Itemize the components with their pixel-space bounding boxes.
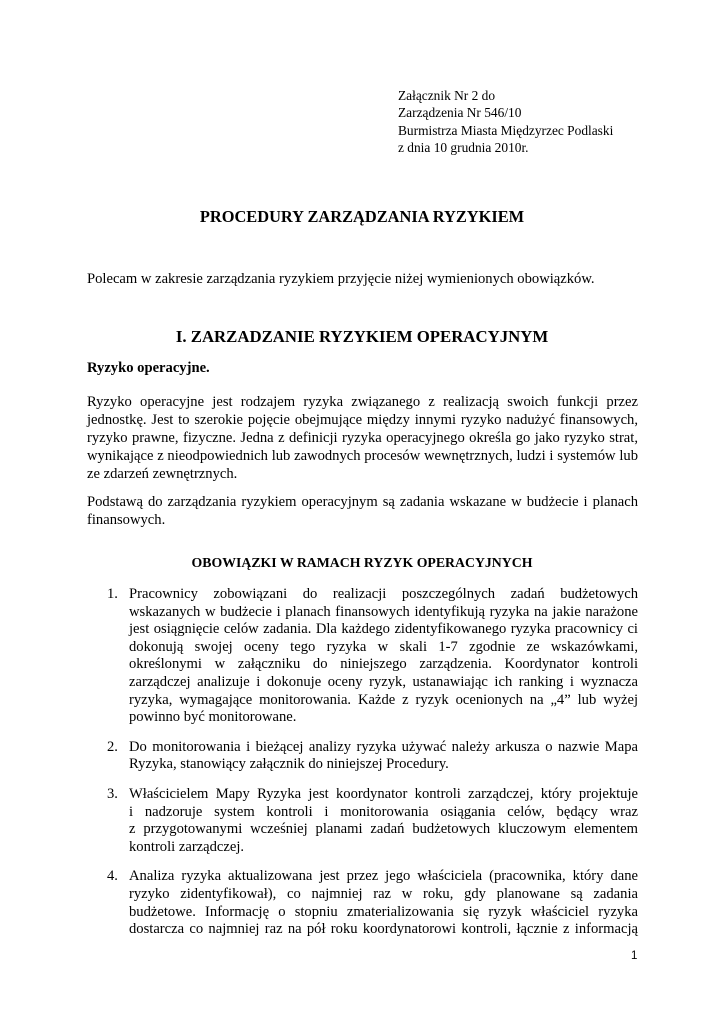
- attachment-line: Burmistrza Miasta Międzyrzec Podlaski: [398, 122, 614, 138]
- list-item-line: Właścicielem Mapy Ryzyka jest koordynator kontroli zarządczej, który projektuje: [129, 785, 638, 802]
- paragraph-line: Ryzyko operacyjne jest rodzajem ryzyka związanego z realizacją swoich funkcji przez: [87, 394, 638, 410]
- list-item-line: wskazanych w budżecie i planach finansowych identyfikują ryzyka na jakie narażone: [129, 603, 638, 620]
- paragraph-line: jednostkę. Jest to szerokie pojęcie obejmujące między innymi ryzyko nadużyć finansowych,: [87, 412, 638, 428]
- list-item-line: i nadzoruje system kontroli i monitorowania osiągania celów, będący wraz: [129, 803, 638, 820]
- duties-list: [107, 586, 638, 951]
- list-item: [107, 786, 638, 856]
- list-item-line: z przygotowanymi wcześniej planami zadań budżetowych kluczowym elementem: [129, 821, 638, 838]
- list-item-line: dostarcza co najmniej raz na pół roku koordynatorowi kontroli, łącznie z informacją: [129, 921, 638, 938]
- list-item-line: powinno być monitorowane.: [129, 709, 297, 726]
- attachment-note: [398, 87, 613, 156]
- attachment-line: z dnia 10 grudnia 2010r.: [398, 139, 529, 155]
- paragraph-line: wynikające z nieodpowiednich lub zawodnych procesów wewnętrznych, ludzi i systemów lub: [87, 448, 638, 464]
- document-title: PROCEDURY ZARZĄDZANIA RYZYKIEM: [199, 207, 525, 226]
- list-item-line: Do monitorowania i bieżącej analizy ryzyka używać należy arkusza o nazwie Mapa: [129, 738, 638, 755]
- section-heading: I. ZARZADZANIE RYZYKIEM OPERACYJNYM: [175, 327, 549, 346]
- list-item-line: zarządczej analizuje i dokonuje oceny ryzyk, ustanawiając ich ranking i wyznacza: [129, 673, 638, 690]
- list-item-line: Ryzyka, stanowiący załącznik do niniejszej Procedury.: [129, 756, 449, 773]
- paragraph-operational-risk: [87, 393, 638, 483]
- list-item-line: Pracownicy zobowiązani do realizacji poszczególnych zadań budżetowych: [129, 586, 638, 602]
- list-item: [107, 739, 638, 774]
- paragraph-line: ryzyko prawne, fizyczne. Jedna z definicji ryzyka operacyjnego określa go jako ryzyko strat,: [87, 430, 638, 446]
- list-item-line: określonymi w załączniku do niniejszego zarządzenia. Koordynator kontroli: [129, 656, 638, 673]
- list-item-number: 2.: [107, 738, 118, 755]
- sub-heading: Ryzyko operacyjne.: [87, 360, 210, 376]
- paragraph-line: finansowych.: [87, 512, 166, 528]
- list-item-line: Analiza ryzyka aktualizowana jest przez jego właściciela (pracownika, który dane: [129, 868, 638, 885]
- paragraph-line: Podstawą do zarządzania ryzykiem operacyjnym są zadania wskazane w budżecie i planach: [87, 494, 638, 510]
- list-item: [107, 586, 638, 727]
- list-item-line: ryzyka, wymagające monitorowania. Każde z ryzyk ocenionych na „4” lub wyżej: [129, 691, 638, 708]
- duties-heading: OBOWIĄZKI W RAMACH RYZYK OPERACYJNYCH: [191, 555, 533, 570]
- intro-text: Polecam w zakresie zarządzania ryzykiem przyjęcie niżej wymienionych obowiązków.: [87, 271, 595, 287]
- list-item-line: budżetowe. Informację o stopniu zmaterializowania się ryzyk właściciel ryzyka: [129, 903, 638, 920]
- list-item-number: 1.: [107, 586, 118, 602]
- list-item: [107, 868, 638, 938]
- paragraph-line: ze zdarzeń zewnętrznych.: [87, 466, 238, 482]
- attachment-line: Zarządzenia Nr 546/10: [398, 105, 522, 121]
- list-item-number: 4.: [107, 868, 118, 885]
- list-item-number: 3.: [107, 785, 118, 802]
- paragraph-basis: [87, 493, 638, 529]
- attachment-line: Załącznik Nr 2 do: [398, 88, 496, 103]
- list-item-line: kontroli zarządczej.: [129, 838, 245, 855]
- list-item-line: jest osiągnięcie celów zadania. Dla każdego zidentyfikowanego ryzyka pracownicy ci: [129, 621, 638, 638]
- list-item-line: dokonują swojej oceny tego ryzyka w skali 1-7 zgodnie ze wskazówkami,: [129, 638, 638, 655]
- list-item-line: ryzyko zidentyfikował), co najmniej raz w roku, gdy planowane są zadania: [129, 885, 638, 902]
- page-number: 1: [631, 950, 638, 962]
